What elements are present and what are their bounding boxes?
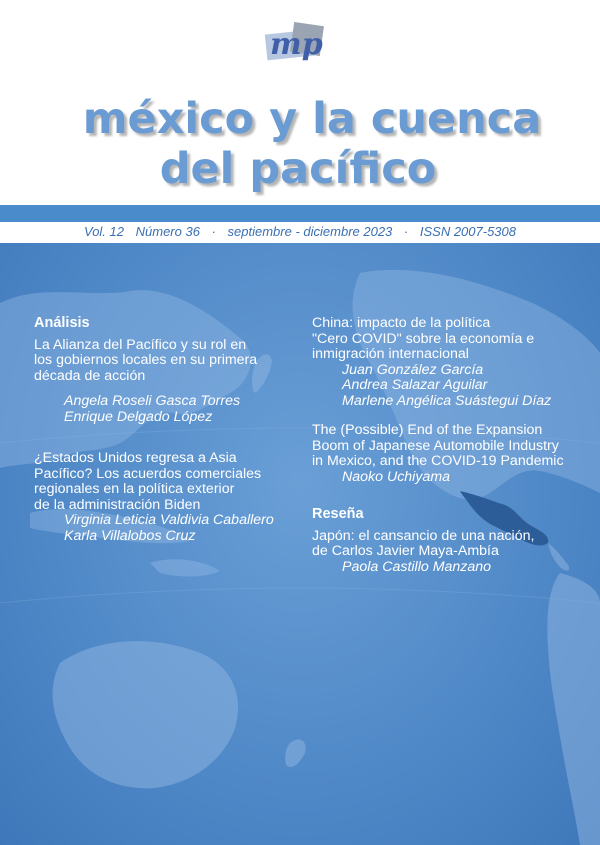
right-column — [312, 316, 597, 575]
article-title-line: Pacífico? Los acuerdos comerciales — [34, 465, 262, 482]
article-title-line: China: impacto de la política — [312, 315, 491, 331]
article-title-line: los gobiernos locales en su primera — [34, 352, 258, 368]
separator: · — [403, 224, 409, 239]
article-title-line: Boom of Japanese Automobile Industry — [312, 437, 559, 454]
review-title-line: Japón: el cansancio de una nación, — [312, 527, 535, 544]
journal-title-line-2: del pacífico — [159, 144, 437, 194]
review[interactable] — [312, 529, 597, 576]
article-author: Juan González García — [342, 361, 484, 378]
issn: ISSN 2007-5308 — [419, 224, 516, 239]
article-title-line: de la administración Biden — [34, 496, 201, 513]
left-column — [34, 316, 304, 544]
review-title-line: de Carlos Javier Maya-Ambía — [312, 543, 499, 559]
section-heading-analisis: Análisis — [34, 315, 90, 331]
article-title-line: in Mexico, and the COVID-19 Pandemic — [312, 453, 564, 469]
issue-metadata — [0, 222, 600, 243]
svg-text:mp: mp — [270, 27, 323, 62]
article-title-line: The (Possible) End of the Expansion — [312, 422, 543, 438]
article-title-line: La Alianza del Pacífico y su rol en — [34, 336, 247, 353]
article-title-line: década de acción — [34, 367, 146, 384]
volume: Vol. 12 — [84, 224, 124, 239]
issue-number: Número 36 — [135, 224, 200, 239]
review-author: Paola Castillo Manzano — [342, 558, 492, 575]
article-author: Marlene Angélica Suástegui Díaz — [342, 392, 552, 409]
section-heading-resena: Reseña — [312, 506, 364, 522]
article-author: Andrea Salazar Aguilar — [342, 377, 488, 393]
article[interactable] — [34, 338, 304, 426]
article-title-line: regionales en la política exterior — [34, 481, 235, 497]
article-author: Enrique Delgado López — [64, 408, 213, 425]
article[interactable] — [34, 451, 304, 544]
article-title-line: inmigración internacional — [312, 346, 469, 362]
separator: · — [211, 224, 216, 239]
journal-logo — [262, 18, 334, 66]
issue-period: septiembre - diciembre 2023 — [227, 224, 393, 239]
article-author: Angela Roseli Gasca Torres — [64, 393, 241, 409]
journal-title-line-1: méxico y la cuenca — [82, 94, 542, 144]
article-title-line: ¿Estados Unidos regresa a Asia — [34, 450, 237, 466]
title-band — [0, 205, 600, 222]
article-author: Karla Villalobos Cruz — [64, 527, 196, 544]
journal-logo-icon — [262, 18, 334, 66]
article-author: Virginia Leticia Valdivia Caballero — [64, 512, 274, 528]
article-author: Naoko Uchiyama — [342, 468, 451, 485]
article[interactable] — [312, 423, 597, 485]
article-title-line: "Cero COVID" sobre la economía e — [312, 330, 535, 347]
article[interactable] — [312, 316, 597, 409]
